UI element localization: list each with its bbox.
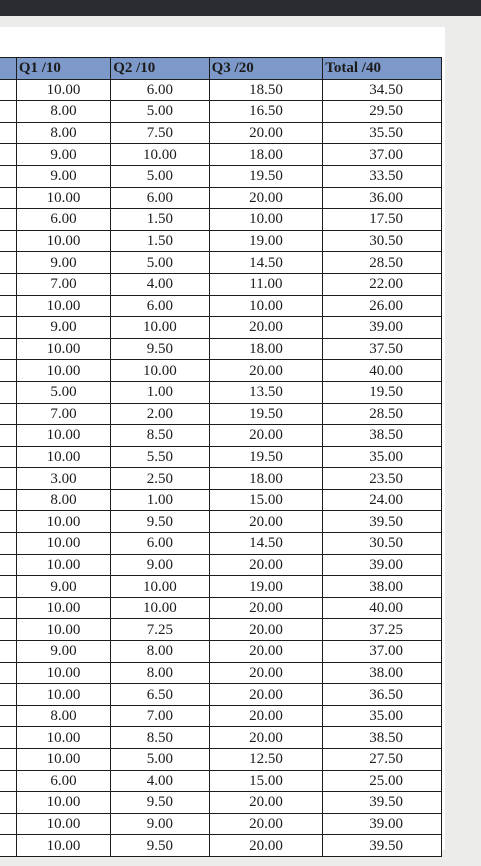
cell-q1: 10.00 bbox=[16, 597, 110, 619]
cell-total: 36.50 bbox=[323, 684, 442, 706]
cell-q3: 20.00 bbox=[209, 705, 323, 727]
cell-cutoff bbox=[0, 209, 16, 231]
cell-cutoff bbox=[0, 165, 16, 187]
cell-cutoff bbox=[0, 468, 16, 490]
cell-q1: 10.00 bbox=[16, 295, 110, 317]
table-row bbox=[0, 338, 442, 360]
cell-cutoff bbox=[0, 576, 16, 598]
cell-total: 39.50 bbox=[323, 792, 442, 814]
cell-total: 35.00 bbox=[323, 705, 442, 727]
cell-q1: 9.00 bbox=[16, 576, 110, 598]
cell-q3: 20.00 bbox=[209, 597, 323, 619]
cell-q2: 9.50 bbox=[111, 511, 209, 533]
cell-q2: 10.00 bbox=[111, 317, 209, 339]
cell-q1: 9.00 bbox=[16, 165, 110, 187]
cell-q2: 9.00 bbox=[111, 554, 209, 576]
table-row bbox=[0, 662, 442, 684]
table-row bbox=[0, 468, 442, 490]
cell-total: 37.25 bbox=[323, 619, 442, 641]
cell-total: 40.00 bbox=[323, 597, 442, 619]
cell-q1: 10.00 bbox=[16, 446, 110, 468]
cell-cutoff bbox=[0, 381, 16, 403]
cell-q3: 10.00 bbox=[209, 295, 323, 317]
cell-q1: 10.00 bbox=[16, 230, 110, 252]
cell-q2: 6.00 bbox=[111, 187, 209, 209]
cell-q1: 9.00 bbox=[16, 641, 110, 663]
cell-q1: 3.00 bbox=[16, 468, 110, 490]
cell-cutoff bbox=[0, 619, 16, 641]
cell-q2: 5.00 bbox=[111, 749, 209, 771]
cell-total: 39.50 bbox=[323, 511, 442, 533]
cell-total: 39.00 bbox=[323, 317, 442, 339]
cell-q3: 19.00 bbox=[209, 576, 323, 598]
cell-q3: 20.00 bbox=[209, 619, 323, 641]
cell-cutoff bbox=[0, 295, 16, 317]
cell-q3: 12.50 bbox=[209, 749, 323, 771]
cell-total: 40.00 bbox=[323, 360, 442, 382]
cell-cutoff bbox=[0, 252, 16, 274]
cell-cutoff bbox=[0, 813, 16, 835]
table-row bbox=[0, 252, 442, 274]
table-row bbox=[0, 835, 442, 857]
table-row bbox=[0, 446, 442, 468]
cell-total: 38.50 bbox=[323, 727, 442, 749]
cell-q1: 10.00 bbox=[16, 554, 110, 576]
cell-q1: 10.00 bbox=[16, 684, 110, 706]
cell-cutoff bbox=[0, 770, 16, 792]
table-row bbox=[0, 641, 442, 663]
cell-q2: 4.00 bbox=[111, 770, 209, 792]
cell-q2: 7.00 bbox=[111, 705, 209, 727]
cell-cutoff bbox=[0, 511, 16, 533]
cell-q2: 6.50 bbox=[111, 684, 209, 706]
cell-q3: 18.50 bbox=[209, 79, 323, 101]
cell-q2: 2.50 bbox=[111, 468, 209, 490]
table-row bbox=[0, 295, 442, 317]
cell-q3: 20.00 bbox=[209, 425, 323, 447]
cell-q1: 8.00 bbox=[16, 489, 110, 511]
table-row bbox=[0, 79, 442, 101]
document-page bbox=[0, 27, 445, 854]
cell-cutoff bbox=[0, 79, 16, 101]
cell-total: 36.00 bbox=[323, 187, 442, 209]
cell-q1: 10.00 bbox=[16, 662, 110, 684]
table-row bbox=[0, 813, 442, 835]
header-q2: Q2 /10 bbox=[111, 58, 209, 80]
cell-total: 37.00 bbox=[323, 144, 442, 166]
cell-total: 24.00 bbox=[323, 489, 442, 511]
cell-q1: 10.00 bbox=[16, 813, 110, 835]
cell-q3: 20.00 bbox=[209, 813, 323, 835]
cell-q2: 8.00 bbox=[111, 641, 209, 663]
table-row bbox=[0, 425, 442, 447]
cell-total: 19.50 bbox=[323, 381, 442, 403]
cell-q2: 6.00 bbox=[111, 533, 209, 555]
cell-total: 33.50 bbox=[323, 165, 442, 187]
cell-q2: 5.00 bbox=[111, 165, 209, 187]
cell-q3: 13.50 bbox=[209, 381, 323, 403]
cell-q1: 10.00 bbox=[16, 792, 110, 814]
table-row bbox=[0, 489, 442, 511]
cell-cutoff bbox=[0, 835, 16, 857]
cell-q3: 20.00 bbox=[209, 511, 323, 533]
table-row bbox=[0, 101, 442, 123]
table-row bbox=[0, 360, 442, 382]
cell-total: 17.50 bbox=[323, 209, 442, 231]
table-row bbox=[0, 792, 442, 814]
cell-cutoff bbox=[0, 554, 16, 576]
scores-body bbox=[0, 79, 442, 856]
table-row bbox=[0, 576, 442, 598]
cell-q3: 20.00 bbox=[209, 187, 323, 209]
cell-total: 29.50 bbox=[323, 101, 442, 123]
table-row bbox=[0, 619, 442, 641]
cell-q2: 9.50 bbox=[111, 338, 209, 360]
cell-q1: 10.00 bbox=[16, 533, 110, 555]
cell-cutoff bbox=[0, 230, 16, 252]
cell-cutoff bbox=[0, 122, 16, 144]
cell-q2: 8.50 bbox=[111, 425, 209, 447]
cell-cutoff bbox=[0, 360, 16, 382]
cell-q1: 8.00 bbox=[16, 101, 110, 123]
cell-total: 34.50 bbox=[323, 79, 442, 101]
table-row bbox=[0, 122, 442, 144]
cell-total: 27.50 bbox=[323, 749, 442, 771]
cell-q1: 9.00 bbox=[16, 144, 110, 166]
cell-q2: 8.00 bbox=[111, 662, 209, 684]
cell-cutoff bbox=[0, 446, 16, 468]
cell-q3: 18.00 bbox=[209, 144, 323, 166]
cell-q2: 1.50 bbox=[111, 209, 209, 231]
table-row bbox=[0, 770, 442, 792]
cell-q1: 7.00 bbox=[16, 403, 110, 425]
cell-q1: 10.00 bbox=[16, 749, 110, 771]
cell-total: 28.50 bbox=[323, 403, 442, 425]
cell-q1: 9.00 bbox=[16, 317, 110, 339]
cell-total: 26.00 bbox=[323, 295, 442, 317]
header-q3: Q3 /20 bbox=[209, 58, 323, 80]
table-row bbox=[0, 209, 442, 231]
cell-cutoff bbox=[0, 187, 16, 209]
cell-q3: 19.50 bbox=[209, 403, 323, 425]
table-row bbox=[0, 144, 442, 166]
cell-q2: 9.50 bbox=[111, 835, 209, 857]
cell-q1: 10.00 bbox=[16, 79, 110, 101]
cell-q2: 1.00 bbox=[111, 381, 209, 403]
cell-total: 22.00 bbox=[323, 273, 442, 295]
top-bar bbox=[0, 0, 481, 16]
cell-q3: 20.00 bbox=[209, 662, 323, 684]
cell-q3: 19.50 bbox=[209, 165, 323, 187]
cell-q3: 18.00 bbox=[209, 468, 323, 490]
cell-cutoff bbox=[0, 425, 16, 447]
cell-q2: 2.00 bbox=[111, 403, 209, 425]
cell-total: 38.00 bbox=[323, 662, 442, 684]
table-row bbox=[0, 684, 442, 706]
cell-q2: 6.00 bbox=[111, 79, 209, 101]
cell-q2: 10.00 bbox=[111, 597, 209, 619]
header-q1: Q1 /10 bbox=[16, 58, 110, 80]
right-margin bbox=[445, 16, 481, 866]
cell-q2: 5.00 bbox=[111, 252, 209, 274]
header-total: Total /40 bbox=[323, 58, 442, 80]
cell-cutoff bbox=[0, 705, 16, 727]
cell-q2: 10.00 bbox=[111, 360, 209, 382]
cell-q1: 10.00 bbox=[16, 338, 110, 360]
cell-q3: 20.00 bbox=[209, 684, 323, 706]
table-row bbox=[0, 165, 442, 187]
table-row bbox=[0, 727, 442, 749]
cell-q2: 1.00 bbox=[111, 489, 209, 511]
cell-cutoff bbox=[0, 317, 16, 339]
cell-q1: 10.00 bbox=[16, 360, 110, 382]
table-row bbox=[0, 533, 442, 555]
table-row bbox=[0, 273, 442, 295]
cell-cutoff bbox=[0, 641, 16, 663]
cell-cutoff bbox=[0, 533, 16, 555]
cell-q1: 9.00 bbox=[16, 252, 110, 274]
cell-q3: 20.00 bbox=[209, 554, 323, 576]
cell-q3: 18.00 bbox=[209, 338, 323, 360]
cell-q3: 15.00 bbox=[209, 489, 323, 511]
cell-q2: 7.25 bbox=[111, 619, 209, 641]
cell-q2: 10.00 bbox=[111, 144, 209, 166]
cell-q2: 1.50 bbox=[111, 230, 209, 252]
cell-q3: 19.00 bbox=[209, 230, 323, 252]
cell-total: 35.00 bbox=[323, 446, 442, 468]
scores-table bbox=[0, 57, 442, 857]
cell-q2: 6.00 bbox=[111, 295, 209, 317]
table-row bbox=[0, 511, 442, 533]
cell-cutoff bbox=[0, 684, 16, 706]
cell-total: 39.50 bbox=[323, 835, 442, 857]
cell-total: 28.50 bbox=[323, 252, 442, 274]
table-row bbox=[0, 187, 442, 209]
cell-total: 39.00 bbox=[323, 554, 442, 576]
cell-cutoff bbox=[0, 144, 16, 166]
cell-cutoff bbox=[0, 489, 16, 511]
cell-q2: 5.00 bbox=[111, 101, 209, 123]
cell-cutoff bbox=[0, 101, 16, 123]
cell-q3: 14.50 bbox=[209, 252, 323, 274]
cell-q2: 4.00 bbox=[111, 273, 209, 295]
cell-q3: 20.00 bbox=[209, 727, 323, 749]
table-row bbox=[0, 705, 442, 727]
cell-q1: 10.00 bbox=[16, 511, 110, 533]
cell-q1: 10.00 bbox=[16, 425, 110, 447]
cell-total: 23.50 bbox=[323, 468, 442, 490]
cell-q3: 19.50 bbox=[209, 446, 323, 468]
cell-q2: 10.00 bbox=[111, 576, 209, 598]
cell-q2: 7.50 bbox=[111, 122, 209, 144]
cell-q3: 20.00 bbox=[209, 122, 323, 144]
cell-q3: 20.00 bbox=[209, 792, 323, 814]
cell-cutoff bbox=[0, 792, 16, 814]
cell-q3: 14.50 bbox=[209, 533, 323, 555]
cell-total: 38.50 bbox=[323, 425, 442, 447]
cell-q3: 20.00 bbox=[209, 360, 323, 382]
cell-total: 35.50 bbox=[323, 122, 442, 144]
cell-q3: 20.00 bbox=[209, 317, 323, 339]
cell-total: 30.50 bbox=[323, 230, 442, 252]
cell-total: 39.00 bbox=[323, 813, 442, 835]
cell-q1: 10.00 bbox=[16, 835, 110, 857]
cell-cutoff bbox=[0, 338, 16, 360]
cell-total: 37.00 bbox=[323, 641, 442, 663]
cell-q3: 10.00 bbox=[209, 209, 323, 231]
cell-cutoff bbox=[0, 727, 16, 749]
cell-cutoff bbox=[0, 273, 16, 295]
cell-q1: 5.00 bbox=[16, 381, 110, 403]
table-row bbox=[0, 317, 442, 339]
cell-q3: 15.00 bbox=[209, 770, 323, 792]
cell-q3: 20.00 bbox=[209, 641, 323, 663]
cell-q1: 10.00 bbox=[16, 187, 110, 209]
cell-q2: 5.50 bbox=[111, 446, 209, 468]
cell-total: 25.00 bbox=[323, 770, 442, 792]
table-row bbox=[0, 230, 442, 252]
table-row bbox=[0, 749, 442, 771]
cell-q2: 8.50 bbox=[111, 727, 209, 749]
cell-q1: 10.00 bbox=[16, 619, 110, 641]
table-row bbox=[0, 381, 442, 403]
table-row bbox=[0, 554, 442, 576]
cell-q1: 7.00 bbox=[16, 273, 110, 295]
cell-q2: 9.50 bbox=[111, 792, 209, 814]
cell-q1: 8.00 bbox=[16, 705, 110, 727]
cell-cutoff bbox=[0, 597, 16, 619]
cell-q3: 16.50 bbox=[209, 101, 323, 123]
cell-q3: 11.00 bbox=[209, 273, 323, 295]
cell-cutoff bbox=[0, 403, 16, 425]
header-cell-cutoff bbox=[0, 58, 16, 80]
table-row bbox=[0, 597, 442, 619]
table-row bbox=[0, 403, 442, 425]
cell-cutoff bbox=[0, 662, 16, 684]
cell-cutoff bbox=[0, 749, 16, 771]
cell-total: 38.00 bbox=[323, 576, 442, 598]
cell-q1: 6.00 bbox=[16, 770, 110, 792]
cell-q1: 6.00 bbox=[16, 209, 110, 231]
cell-q1: 8.00 bbox=[16, 122, 110, 144]
cell-q3: 20.00 bbox=[209, 835, 323, 857]
cell-q1: 10.00 bbox=[16, 727, 110, 749]
header-row bbox=[0, 58, 442, 80]
cell-q2: 9.00 bbox=[111, 813, 209, 835]
cell-total: 30.50 bbox=[323, 533, 442, 555]
cell-total: 37.50 bbox=[323, 338, 442, 360]
